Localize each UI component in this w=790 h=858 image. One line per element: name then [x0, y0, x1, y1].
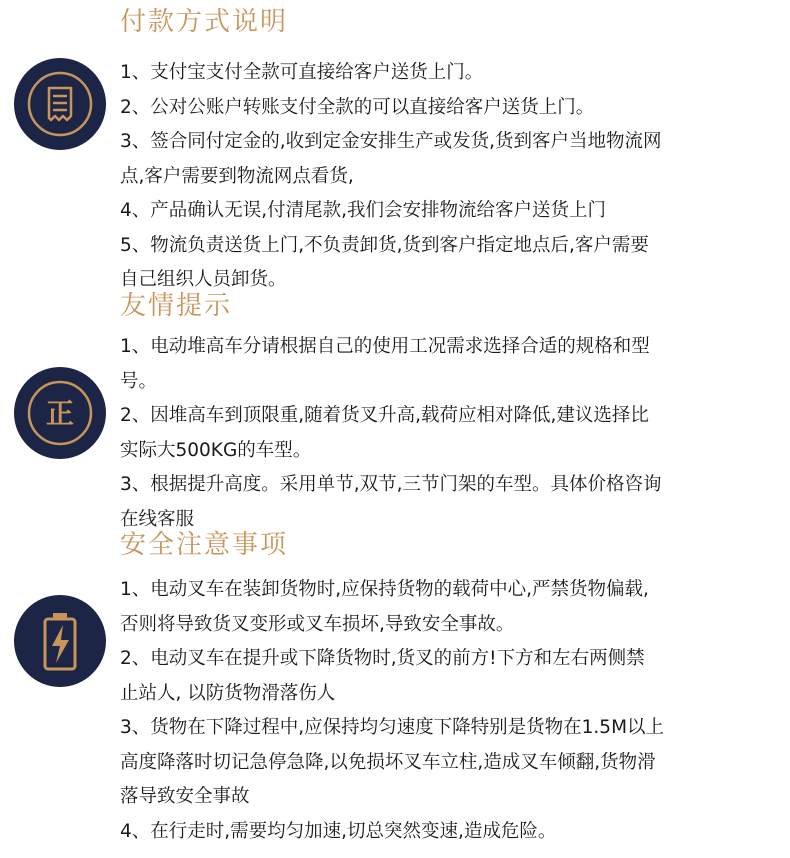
- tips-line: 实际大500KG的车型。: [120, 439, 312, 461]
- tips-line: 1、电动堆高车分请根据自己的使用工况需求选择合适的规格和型: [120, 336, 650, 357]
- payment-line: 自己组织人员卸货。: [120, 269, 287, 290]
- payment-line: 1、支付宝支付全款可直接给客户送货上门。: [120, 62, 484, 83]
- safety-line: 3、货物在下降过程中,应保持均匀速度下降特别是货物在1.5M以上: [120, 717, 665, 738]
- safety-line: 2、电动叉车在提升或下降货物时,货叉的前方!下方和左右两侧禁: [120, 648, 645, 669]
- safety-line: 1、电动叉车在装卸货物时,应保持货物的载荷中心,严禁货物偏载,: [120, 579, 649, 600]
- receipt-icon: [14, 58, 106, 150]
- tips-line: 号。: [120, 370, 158, 392]
- safety-line: 高度降落时切记急停急降,以免损坏叉车立柱,造成叉车倾翻,货物滑: [120, 751, 656, 773]
- zheng-icon-glyph: 正: [45, 397, 75, 430]
- tips-lines: [120, 330, 770, 537]
- battery-charging-icon: [14, 595, 106, 687]
- payment-lines: [120, 56, 770, 298]
- payment-section-title: 付款方式说明: [120, 7, 289, 37]
- safety-line: 落导致安全事故: [120, 786, 250, 807]
- tips-section-title: 友情提示: [120, 291, 233, 321]
- zheng-icon: [14, 367, 106, 459]
- safety-line: 否则将导致货叉变形或叉车损坏,导致安全事故。: [120, 613, 515, 635]
- tips-line: 3、根据提升高度。采用单节,双节,三节门架的车型。具体价格咨询: [120, 474, 662, 495]
- safety-line: 4、在行走时,需要均匀加速,切总突然变速,造成危险。: [120, 820, 557, 842]
- safety-lines: [120, 573, 770, 849]
- payment-line: 点,客户需要到物流网点看货,: [120, 165, 354, 187]
- tips-line: 2、因堆高车到顶限重,随着货叉升高,载荷应相对降低,建议选择比: [120, 405, 649, 426]
- payment-line: 4、产品确认无误,付清尾款,我们会安排物流给客户送货上门: [120, 200, 607, 221]
- payment-line: 5、物流负责送货上门,不负责卸货,货到客户指定地点后,客户需要: [120, 234, 649, 256]
- safety-line: 止站人, 以防货物滑落伤人: [120, 682, 336, 704]
- safety-section-title: 安全注意事项: [120, 530, 289, 560]
- payment-line: 2、公对公账户转账支付全款的可以直接给客户送货上门。: [120, 96, 595, 118]
- payment-line: 3、签合同付定金的,收到定金安排生产或发货,货到客户当地物流网: [120, 131, 662, 152]
- tips-line: 在线客服: [120, 508, 195, 530]
